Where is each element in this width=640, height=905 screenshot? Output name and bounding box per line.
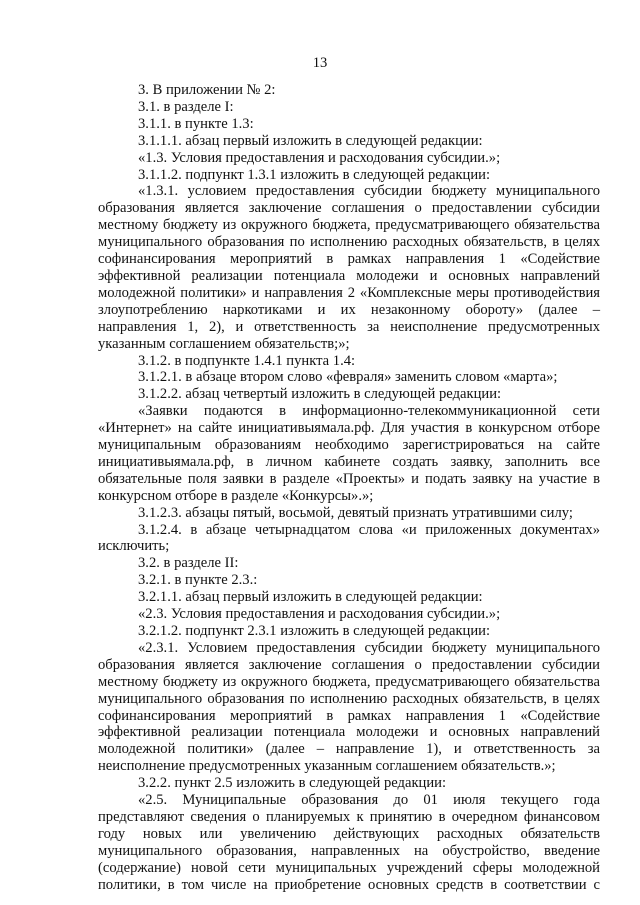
paragraph-quote-2-5: «2.5. Муниципальные образования до 01 июля текущего года представляют сведения о планируемых к принятию в очередном финансовом году новых или увеличению действующих расходных обязательств муниципального образования, направленных на обустройство, введение (содержание) новой сети муниципальных учреждений сферы молодежной политики, в том числе на приобретение основных средств в соответствии с	[98, 792, 600, 893]
page-number: 13	[312, 55, 328, 71]
paragraph-item-2-3: 3.2.1. в пункте 2.3.:	[138, 572, 258, 589]
paragraph-quote-2-3-1: «2.3.1. Условием предоставления субсидии бюджету муниципального образования является заключение соглашения о предоставлении субсидии местному бюджету из окружного бюджета, предусматривающего обязательства муниципального образования по исполнению расходных обязательств, в целях софинансирования мероприятий в рамках направления 1 «Содействие эффективной реализации потенциала молодежи и основных направлений молодежной политики» (далее – направление 1), и ответственность за неисполнение предусмотренных указанным соглашением обязательств.»;	[98, 639, 600, 775]
paragraph-3-1-1-2: 3.1.1.2. подпункт 1.3.1 изложить в следующей редакции:	[138, 166, 491, 183]
paragraph-item-1-3: 3.1.1. в пункте 1.3:	[138, 115, 254, 132]
document-body	[98, 82, 600, 894]
paragraph-quote-1-3-1: «1.3.1. условием предоставления субсидии бюджету муниципального образования является заключение соглашения о предоставлении субсидии местному бюджету из окружного бюджета, предусматривающего обязательства муниципального образования по исполнению расходных обязательств, в целях софинансирования мероприятий в рамках направления 1 «Содействие эффективной реализации потенциала молодежи и основных направлений молодежной политики» и направления 2 «Комплексные меры противодействия злоупотреблению наркотиками и их незаконному обороту» (далее – направления 1, 2), и ответственность за неисполнение предусмотренных указанным соглашением обязательств;»;	[98, 183, 600, 352]
paragraph-3-1-2-3: 3.1.2.3. абзацы пятый, восьмой, девятый признать утратившими силу;	[138, 504, 573, 521]
paragraph-quote-2-3: «2.3. Условия предоставления и расходования субсидии.»;	[138, 606, 501, 623]
paragraph-3-1-2-1: 3.1.2.1. в абзаце втором слово «февраля» заменить словом «марта»;	[138, 369, 558, 386]
paragraph-3-1-2: 3.1.2. в подпункте 1.4.1 пункта 1.4:	[138, 352, 356, 369]
paragraph-3-1-2-4: 3.1.2.4. в абзаце четырнадцатом слова «и приложенных документах» исключить;	[98, 521, 600, 555]
paragraph-quote-1-3: «1.3. Условия предоставления и расходования субсидии.»;	[138, 149, 501, 166]
paragraph-section-2: 3.2. в разделе II:	[138, 555, 239, 572]
paragraph-quote-applications: «Заявки подаются в информационно-телекоммуникационной сети «Интернет» на сайте инициативыямала.рф. Для участия в конкурсном отборе муниципальным образованиям необходимо зарегистрироваться на сайте инициативыямала.рф, в личном кабинете создать заявку, заполнить все обязательные поля заявки в разделе «Проекты» и подать заявку на участие в конкурсном отборе в разделе «Конкурсы».»;	[98, 403, 600, 504]
paragraph-3-1-1-1: 3.1.1.1. абзац первый изложить в следующей редакции:	[138, 132, 483, 149]
paragraph-3-2-1-2: 3.2.1.2. подпункт 2.3.1 изложить в следующей редакции:	[138, 623, 491, 639]
paragraph-section-1: 3.1. в разделе I:	[138, 98, 234, 115]
paragraph-appendix-2: 3. В приложении № 2:	[138, 82, 276, 98]
paragraph-3-2-1-1: 3.2.1.1. абзац первый изложить в следующей редакции:	[138, 589, 483, 606]
paragraph-3-1-2-2: 3.1.2.2. абзац четвертый изложить в следующей редакции:	[138, 386, 502, 403]
paragraph-3-2-2: 3.2.2. пункт 2.5 изложить в следующей редакции:	[138, 775, 447, 792]
